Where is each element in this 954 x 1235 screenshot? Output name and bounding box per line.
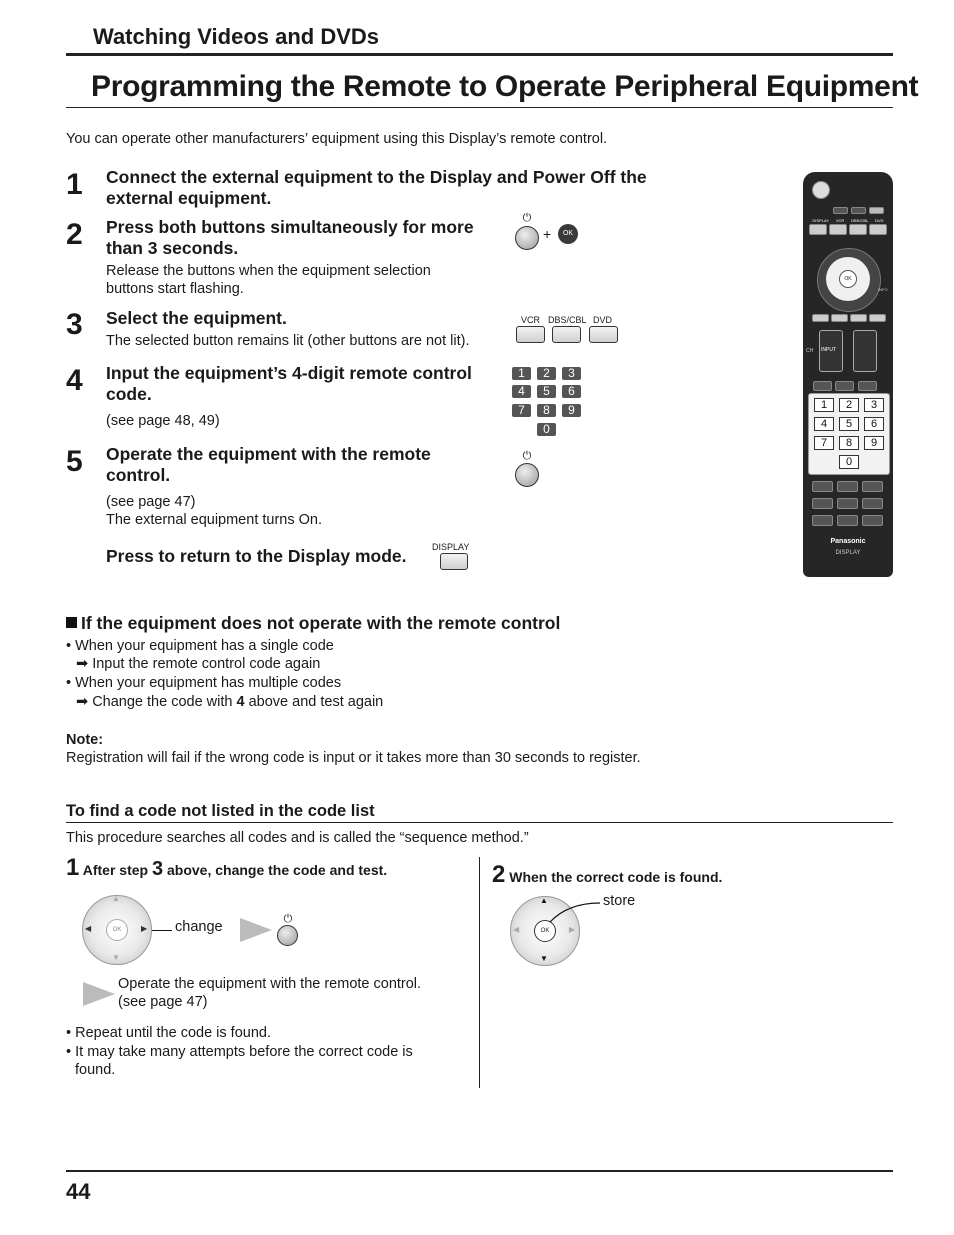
key-0: 0 (537, 423, 556, 436)
dpad-left-icon-2: ◀ (513, 925, 520, 934)
dpad-right-icon-2: ▶ (569, 925, 576, 934)
remote-ok-button: OK (839, 270, 857, 288)
vcr-button-graphic (516, 326, 545, 343)
remote-info-label: INFO (878, 287, 888, 292)
footer-rule (66, 1170, 893, 1172)
key-7: 7 (512, 404, 531, 417)
power-button-graphic-2 (515, 463, 539, 487)
page-number: 44 (66, 1179, 91, 1204)
dvd-button-graphic (589, 326, 618, 343)
step-5-body-2: The external equipment turns On. (106, 512, 323, 528)
step-1-heading: Connect the external equipment to the Display and Power Off the external equipment. (106, 167, 647, 208)
trouble-item-1: • When your equipment has a single code (66, 638, 334, 654)
trouble-item-4: ➡ Change the code with 4 above and test again (76, 694, 384, 710)
step-1-number: 1 (66, 168, 83, 201)
key-2: 2 (537, 367, 556, 380)
operate-text-2: (see page 47) (118, 994, 208, 1010)
find-intro: This procedure searches all codes and is called the “sequence method.” (66, 830, 529, 846)
power-icon-3: ⏻ (283, 913, 293, 925)
display-button-graphic (440, 553, 468, 570)
vcr-label: VCR (521, 315, 541, 325)
step-4-body: (see page 48, 49) (106, 413, 220, 429)
header-rule (66, 53, 893, 56)
ok-graphic-left: OK (106, 919, 128, 941)
change-leader (152, 930, 172, 931)
dpad-down-icon: ▼ (112, 953, 120, 962)
power-icon-2: ⏻ (522, 450, 532, 462)
trouble-heading: If the equipment does not operate with the remote control (66, 613, 560, 634)
key-8: 8 (537, 404, 556, 417)
step-4-heading: Input the equipment’s 4-digit remote control code. (106, 363, 472, 404)
key-1: 1 (512, 367, 531, 380)
square-bullet-icon (66, 617, 77, 628)
find-bullet-2b: found. (75, 1062, 116, 1078)
power-icon: ⏻ (522, 212, 532, 224)
dpad-right-icon: ▶ (141, 924, 148, 933)
key-3: 3 (562, 367, 581, 380)
step-3-number: 3 (66, 308, 83, 341)
trouble-item-2: ➡ Input the remote control code again (76, 656, 321, 672)
dpad-down-icon-2: ▼ (540, 954, 548, 963)
intro-text: You can operate other manufacturers’ equipment using this Display’s remote control. (66, 131, 608, 147)
note-label: Note: (66, 732, 104, 748)
operate-text: Operate the equipment with the remote control. (118, 976, 422, 992)
step-5-number: 5 (66, 445, 83, 478)
dpad-up-icon-2: ▲ (540, 896, 548, 905)
remote-ch-label: CH (806, 348, 814, 354)
display-label: DISPLAY (432, 542, 470, 552)
remote-numpad: 1 2 3 4 5 6 7 8 9 0 (808, 393, 890, 475)
store-label: store (603, 893, 636, 909)
arrow-right-icon: ➡ (76, 656, 89, 672)
step-2-body: Release the buttons when the equipment selection buttons start flashing. (106, 263, 431, 297)
dbs-label: DBS/CBL (548, 315, 587, 325)
remote-control-illustration (803, 172, 893, 577)
remote-display-label: DISPLAY (835, 550, 861, 556)
step-3-body: The selected button remains lit (other buttons are not lit). (106, 333, 470, 349)
section-header: Watching Videos and DVDs (93, 24, 380, 49)
ok-button-graphic: OK (558, 224, 578, 244)
plus-sign: + (543, 226, 552, 242)
power-button-graphic-3 (277, 925, 298, 946)
store-leader (548, 900, 603, 925)
find-bullet-2: • It may take many attempts before the correct code is (66, 1044, 413, 1060)
change-label: change (175, 919, 223, 935)
return-text: Press to return to the Display mode. (106, 546, 407, 566)
note-text: Registration will fail if the wrong code is input or it takes more than 30 seconds to register. (66, 750, 641, 766)
key-6: 6 (562, 385, 581, 398)
step-5-body-1: (see page 47) (106, 494, 196, 510)
arrow-gray-icon (240, 918, 272, 942)
title-rule (66, 107, 893, 108)
dvd-label: DVD (593, 315, 613, 325)
remote-top-labels: DISPLAY VCR DBS/CBL DVD (812, 218, 884, 223)
arrow-gray-icon-2 (83, 982, 115, 1006)
step-3-heading: Select the equipment. (106, 308, 287, 328)
key-4: 4 (512, 385, 531, 398)
step-2-heading: Press both buttons simultaneously for more than 3 seconds. (106, 217, 474, 258)
power-button-graphic (515, 226, 539, 250)
find-step-1: 1 After step 3 above, change the code and test. (66, 854, 388, 881)
find-heading: To find a code not listed in the code list (66, 802, 375, 820)
find-step-2: 2 When the correct code is found. (492, 861, 723, 888)
key-9: 9 (562, 404, 581, 417)
key-5: 5 (537, 385, 556, 398)
trouble-item-3: • When your equipment has multiple codes (66, 675, 342, 691)
dpad-left-icon: ◀ (85, 924, 92, 933)
column-divider (479, 857, 480, 1088)
step-2-number: 2 (66, 218, 83, 251)
page-title: Programming the Remote to Operate Peripheral Equipment (91, 70, 919, 103)
remote-input-label: INPUT (821, 347, 836, 353)
remote-brand: Panasonic (830, 538, 866, 545)
ok-graphic-right: OK (534, 920, 556, 942)
arrow-right-icon: ➡ (76, 694, 89, 710)
dbs-button-graphic (552, 326, 581, 343)
find-bullet-1: • Repeat until the code is found. (66, 1025, 271, 1041)
step-5-heading: Operate the equipment with the remote control. (106, 444, 431, 485)
dpad-up-icon: ▲ (112, 894, 120, 903)
find-rule (66, 822, 893, 823)
step-4-number: 4 (66, 364, 83, 397)
remote-power-button (812, 181, 830, 199)
